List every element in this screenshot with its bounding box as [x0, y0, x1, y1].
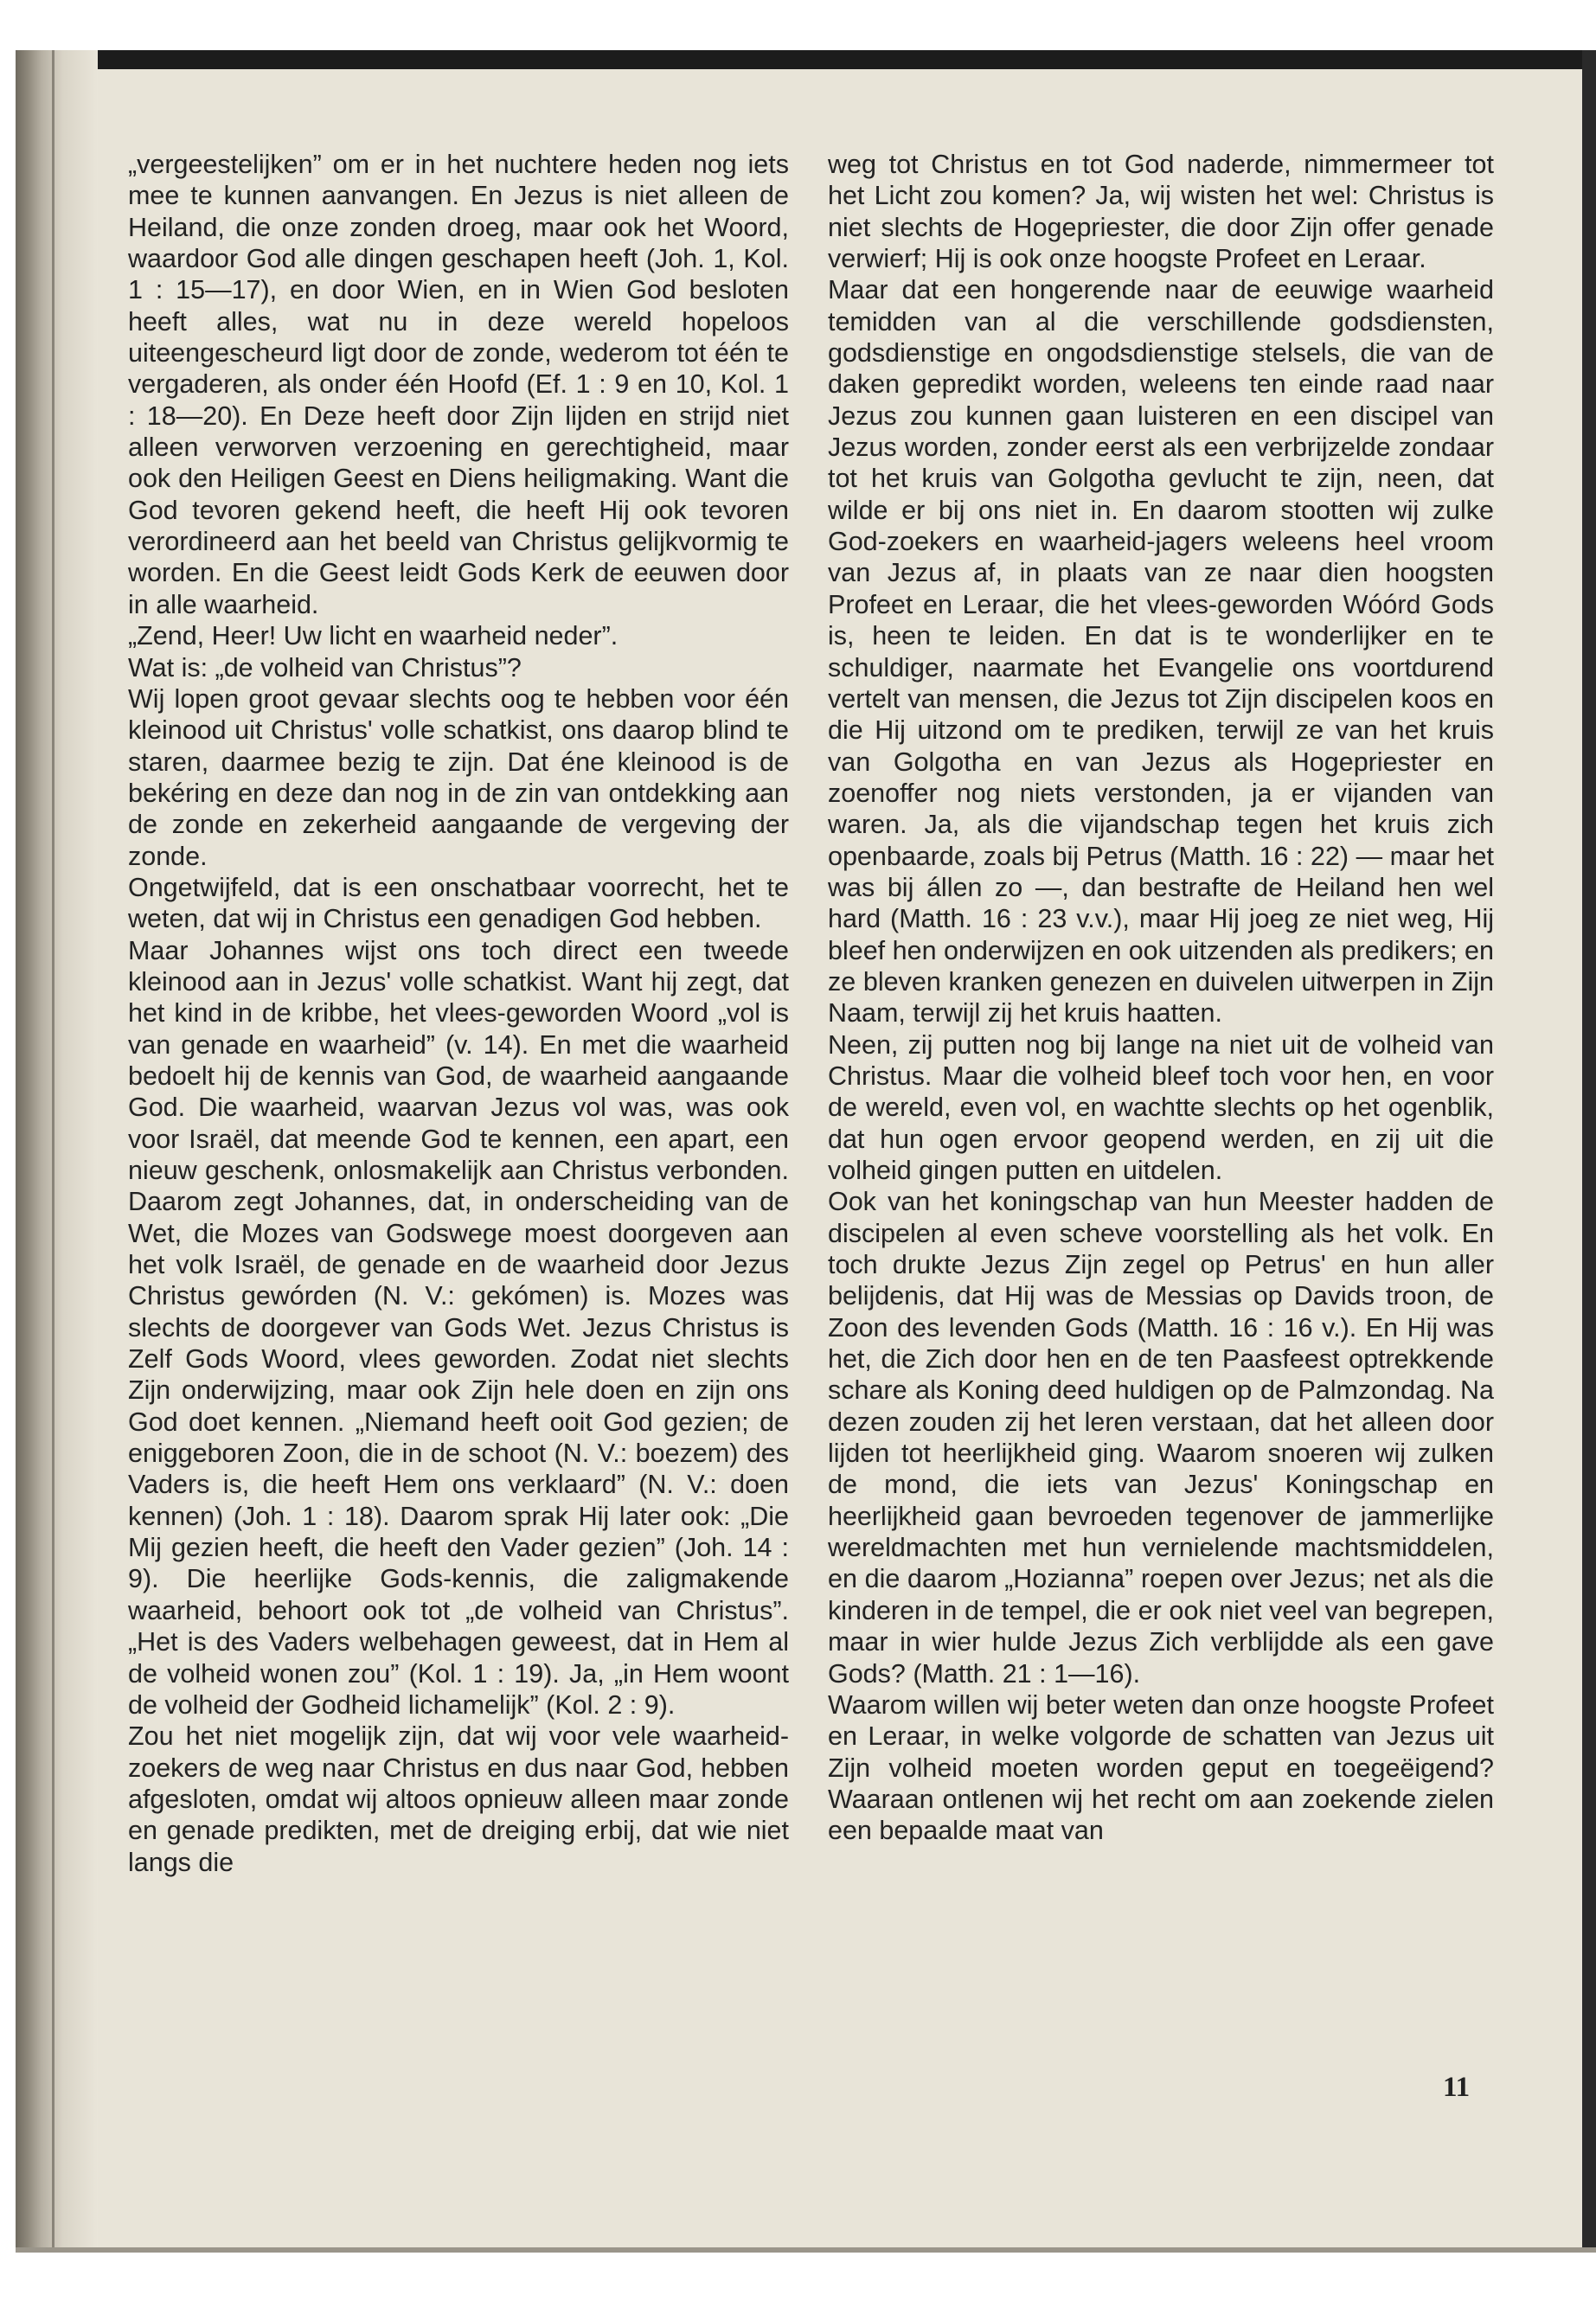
paragraph: „vergeestelijken” om er in het nuchtere heden nog iets mee te kunnen aanvangen. En Jezus is niet alleen de Heiland, die onze zonden droeg, maar ook het Woord, waardoor God alle dingen geschapen heeft (Joh. 1, Kol. 1 : 15—17), en door Wien, en in Wien God besloten heeft alles, wat nu in deze wereld hopeloos uiteengescheurd ligt door de zonde, wederom tot één te vergaderen, als onder één Hoofd (Ef. 1 : 9 en 10, Kol. 1 : 18—20). En Deze heeft door Zijn lijden en strijd niet alleen verworven verzoening en gerechtigheid, maar ook den Heiligen Geest en Diens heiligmaking. Want die God tevoren gekend heeft, die heeft Hij ook tevoren verordineerd aan het beeld van Christus gelijkvormig te worden. En die Geest leidt Gods Kerk de eeuwen door in alle waarheid.: [128, 150, 789, 619]
paragraph: Neen, zij putten nog bij lange na niet uit de volheid van Christus. Maar die volheid bleef toch voor hen, en voor de wereld, even vol, en wachtte slechts op het ogenblik, dat hun ogen ervoor geopend werden, en zij uit die volheid gingen putten en uitdelen.: [828, 1029, 1494, 1185]
paragraph: „Zend, Heer! Uw licht en waarheid neder”.: [128, 621, 619, 651]
scan-frame-right: [1582, 50, 1596, 2247]
paragraph: Zou het niet mogelijk zijn, dat wij voor vele waarheid-zoekers de weg naar Christus en dus naar God, hebben afgesloten, omdat wij altoos opnieuw alleen maar zonde en genade predikten, met de dreiging erbij, dat wie niet langs die: [128, 1721, 789, 1877]
paragraph: Wij lopen groot gevaar slechts oog te hebben voor één kleinood uit Christus' volle schatkist, ons daarop blind te staren, daarmee bezig te zijn. Dat éne kleinood is de bekéring en deze dan nog in de zin van ontdekking aan de zonde en zekerheid aangaande de vergeving der zonde.: [128, 683, 789, 871]
scan-frame-top: [16, 50, 1596, 69]
scan-frame-bottom: [16, 2247, 1596, 2253]
binding-fold-line: [52, 50, 54, 2252]
paragraph: Wat is: „de volheid van Christus”?: [128, 652, 522, 683]
paragraph: Maar Johannes wijst ons toch direct een tweede kleinood aan in Jezus' volle schatkist. Want hij zegt, dat het kind in de kribbe, het vlees-geworden Woord „vol is van genade en waarheid” (v. 14). En met die waarheid bedoelt hij de kennis van God, de waarheid aangaande God. Die waarheid, waarvan Jezus vol was, was ook voor Israël, dat meende God te kennen, een apart, een nieuw geschenk, onlosmakelijk aan Christus verbonden. Daarom zegt Johannes, dat, in onderscheiding van de Wet, die Mozes van Godswege moest doorgeven aan het volk Israël, de genade en de waarheid door Jezus Christus gewórden (N. V.: gekómen) is. Mozes was slechts de doorgever van Gods Wet. Jezus Christus is Zelf Gods Woord, vlees geworden. Zodat niet slechts Zijn onderwijzing, maar ook Zijn hele doen en zijn ons God doet kennen. „Niemand heeft ooit God gezien; de eniggeboren Zoon, die in de schoot (N. V.: boezem) des Vaders is, die heeft Hem ons verklaard” (N. V.: doen kennen) (Joh. 1 : 18). Daarom sprak Hij later ook: „Die Mij gezien heeft, die heeft den Vader gezien” (Joh. 14 : 9). Die heerlijke Gods-kennis, die zaligmakende waarheid, behoort ook tot „de volheid van Christus”. „Het is des Vaders welbehagen geweest, dat in Hem al de volheid wonen zou” (Kol. 1 : 19). Ja, „in Hem woont de volheid der Godheid lichamelijk” (Kol. 2 : 9).: [128, 935, 789, 1720]
paragraph: Waarom willen wij beter weten dan onze hoogste Profeet en Leraar, in welke volgorde de schatten van Jezus uit Zijn volheid moeten worden geput en toegeëigend? Waaraan ontlenen wij het recht om aan zoekende zielen een bepaalde maat van: [828, 1689, 1494, 1846]
left-column: [128, 149, 789, 1878]
paragraph: Maar dat een hongerende naar de eeuwige waarheid temidden van al die verschillende godsdiensten, godsdienstige en ongodsdienstige stelsels, die van de daken gepredikt worden, weleens ten einde raad naar Jezus zou kunnen gaan luisteren en een discipel van Jezus worden, zonder eerst als een verbrijzelde zondaar tot het kruis van Golgotha gevlucht te zijn, neen, dat wilde er bij ons niet in. En daarom stootten wij zulke God-zoekers en waarheid-jagers weleens heel vroom van Jezus af, in plaats van ze naar dien hoogsten Profeet en Leraar, die het vlees-geworden Wóórd Gods is, heen te leiden. En dat is te wonderlijker en te schuldiger, naarmate het Evangelie ons voortdurend vertelt van mensen, die Jezus tot Zijn discipelen koos en die Hij uitzond om te prediken, terwijl ze van het kruis van Golgotha en van Jezus als Hogepriester en zoenoffer nog niets verstonden, ja er vijanden van waren. Ja, als die vijandschap tegen het kruis zich openbaarde, zoals bij Petrus (Matth. 16 : 22) — maar het was bij állen zo —, dan bestrafte de Heiland hen wel hard (Matth. 16 : 23 v.v.), maar Hij joeg ze niet weg, Hij bleef hen onderwijzen en ook uitzenden als predikers; en ze bleven kranken genezen en duivelen uitwerpen in Zijn Naam, terwijl zij het kruis haatten.: [828, 275, 1494, 1029]
paragraph: Ook van het koningschap van hun Meester hadden de discipelen al even scheve voorstelling als het volk. En toch drukte Jezus Zijn zegel op Petrus' en hun aller belijdenis, dat Hij was de Messias op Davids troon, de Zoon des levenden Gods (Matth. 16 : 16 v.). En Hij was het, die Zich door hen en de ten Paasfeest optrekkende schare als Koning deed huldigen op de Palmzondag. Na dezen zouden zij het leren verstaan, dat het alleen door lijden tot heerlijkheid ging. Waarom snoeren wij zulken de mond, die iets van Jezus' Koningschap en heerlijkheid gaan bevroeden tegenover de jammerlijke wereldmachten met hun vernielende machtsmiddelen, en die daarom „Hozianna” roepen over Jezus; net als die kinderen in de tempel, die er ook niet veel van begrepen, maar in wier hulde Jezus Zich verblijdde als een gave Gods? (Matth. 21 : 1—16).: [828, 1187, 1494, 1689]
right-column: [828, 149, 1494, 1847]
book-binding-edge: [16, 50, 98, 2252]
paragraph: Ongetwijfeld, dat is een onschatbaar voorrecht, het te weten, dat wij in Christus een genadigen God hebben.: [128, 872, 789, 934]
page-number: 11: [1443, 2072, 1471, 2103]
paragraph: weg tot Christus en tot God naderde, nimmermeer tot het Licht zou komen? Ja, wij wisten het wel: Christus is niet slechts de Hogepriester, die door Zijn offer genade verwierf; Hij is ook onze hoogste Profeet en Leraar.: [828, 150, 1494, 274]
